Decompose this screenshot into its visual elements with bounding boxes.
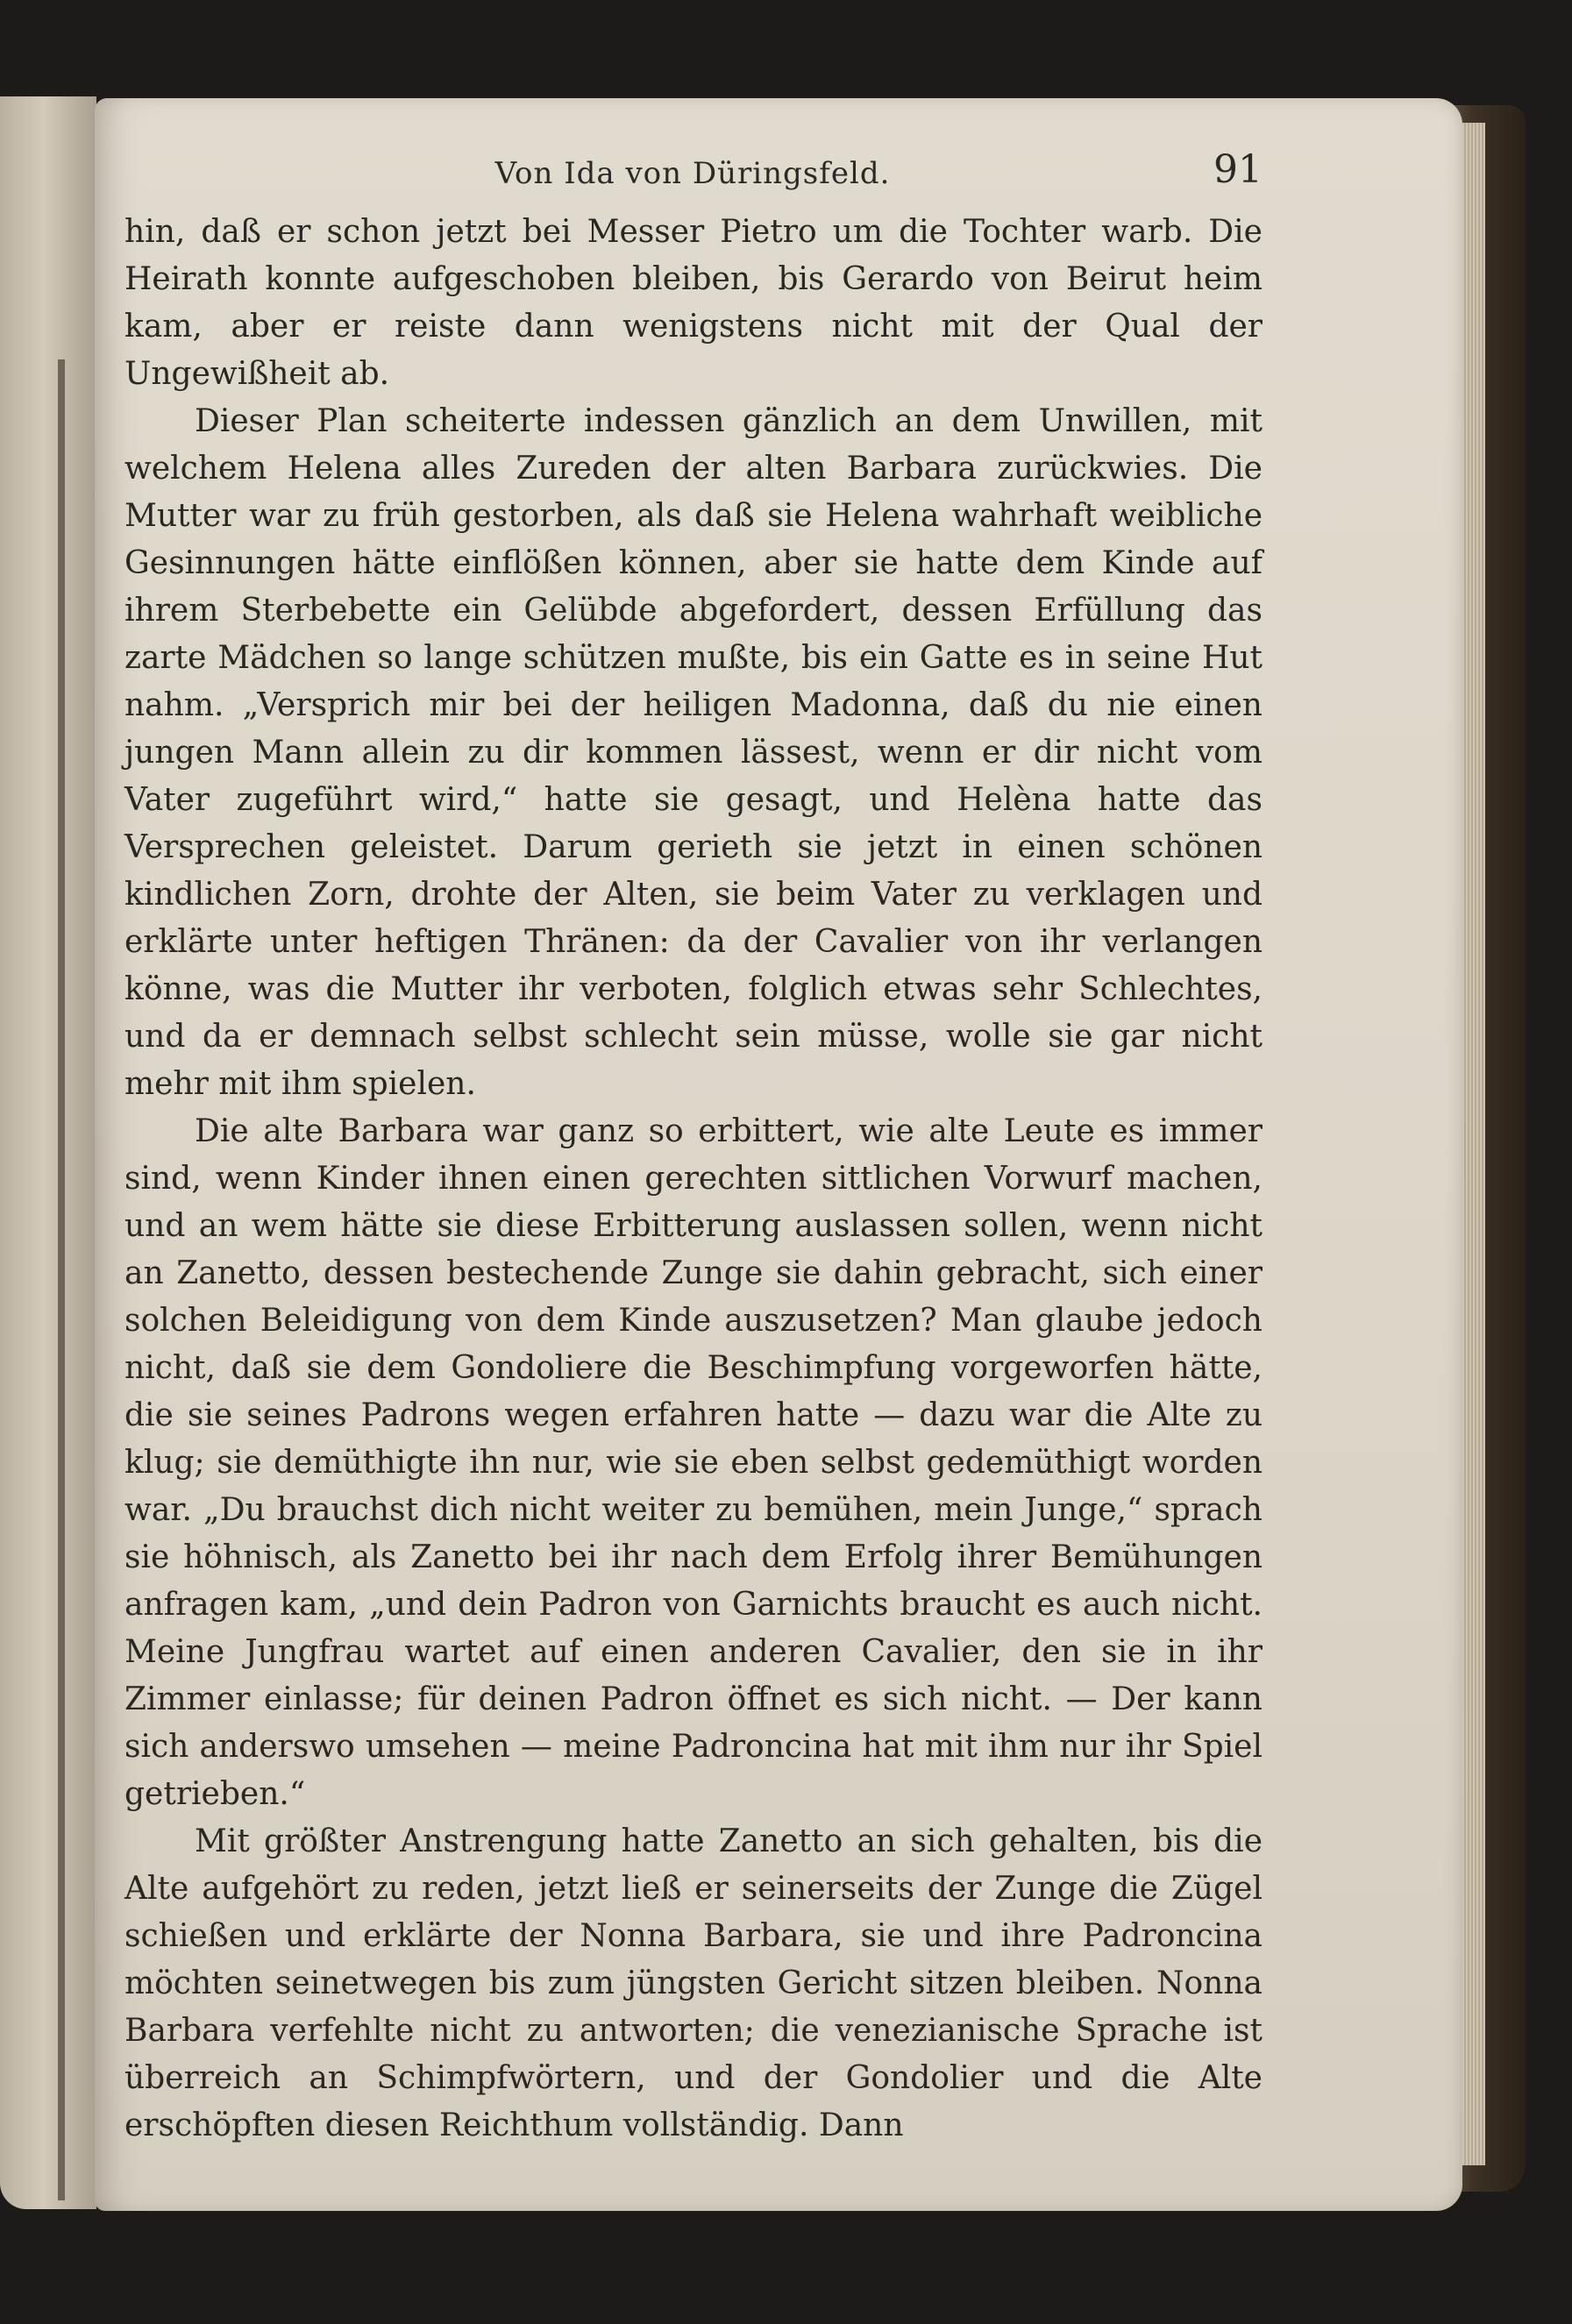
running-head: Von Ida von Düringsfeld. bbox=[494, 156, 891, 191]
left-page-edge bbox=[0, 96, 96, 2209]
page-header bbox=[123, 140, 1263, 202]
paragraph: hin, daß er schon jetzt bei Messer Pietro um die Tochter warb. Die Heirath konnte aufgeschoben bleiben, bis Gerardo von Beirut heim kam, aber er reiste dann wenigstens nicht mit der Qual der Ungewißheit ab. bbox=[124, 214, 1263, 392]
paragraph: Mit größter Anstrengung hatte Zanetto an sich gehalten, bis die Alte aufgehört zu reden, jetzt ließ er seinerseits der Zunge die Zügel schießen und erklärte der Nonna Barbara, sie und ihre Padroncina möchten seinetwegen bis zum jüngsten Gericht sitzen bleiben. Nonna Barbara verfehlte nicht zu antworten; die venezianische Sprache ist überreich an Schimpfwörtern, und der Gondolier und die Alte erschöpften diesen Reichthum vollständig. Dann bbox=[124, 1823, 1263, 2143]
left-page-gutter-line bbox=[58, 359, 65, 2200]
paragraph: Die alte Barbara war ganz so erbittert, wie alte Leute es immer sind, wenn Kinder ihnen einen gerechten sittlichen Vorwurf machen, und an wem hätte sie diese Erbitterung auslassen sollen, wenn nicht an Zanetto, dessen bestechende Zunge sie dahin gebracht, sich einer solchen Beleidigung von dem Kinde auszusetzen? Man glaube jedoch nicht, daß sie dem Gondoliere die Beschimpfung vorgeworfen hätte, die sie seines Padrons wegen erfahren hatte — dazu war die Alte zu klug; sie demüthigte ihn nur, wie sie eben selbst gedemüthigt worden war. „Du brauchst dich nicht weiter zu bemühen, mein Junge,“ sprach sie höhnisch, als Zanetto bei ihr nach dem Erfolg ihrer Bemühungen anfragen kam, „und dein Padron von Garnichts braucht es auch nicht. Meine Jungfrau wartet auf einen anderen Cavalier, den sie in ihr Zimmer einlasse; für deinen Padron öffnet es sich nicht. — Der kann sich anderswo umsehen — meine Padroncina hat mit ihm nur ihr Spiel getrieben.“ bbox=[124, 1113, 1263, 1812]
paragraph: Dieser Plan scheiterte indessen gänzlich an dem Unwillen, mit welchem Helena alles Zureden der alten Barbara zurückwies. Die Mutter war zu früh gestorben, als daß sie Helena wahrhaft weibliche Gesinnungen hätte einflößen können, aber sie hatte dem Kinde auf ihrem Sterbebette ein Gelübde abgefordert, dessen Erfüllung das zarte Mädchen so lange schützen mußte, bis ein Gatte es in seine Hut nahm. „Versprich mir bei der heiligen Madonna, daß du nie einen jungen Mann allein zu dir kommen lässest, wenn er dir nicht vom Vater zugeführt wird,“ hatte sie gesagt, und Helèna hatte das Versprechen geleistet. Darum gerieth sie jetzt in einen schönen kindlichen Zorn, drohte der Alten, sie beim Vater zu verklagen und erklärte unter heftigen Thränen: da der Cavalier von ihr verlangen könne, was die Mutter ihr verboten, folglich etwas sehr Schlechtes, und da er demnach selbst schlecht sein müsse, wolle sie gar nicht mehr mit ihm spielen. bbox=[124, 403, 1263, 1102]
body-text bbox=[124, 209, 1263, 2150]
page-number: 91 bbox=[1213, 147, 1263, 192]
